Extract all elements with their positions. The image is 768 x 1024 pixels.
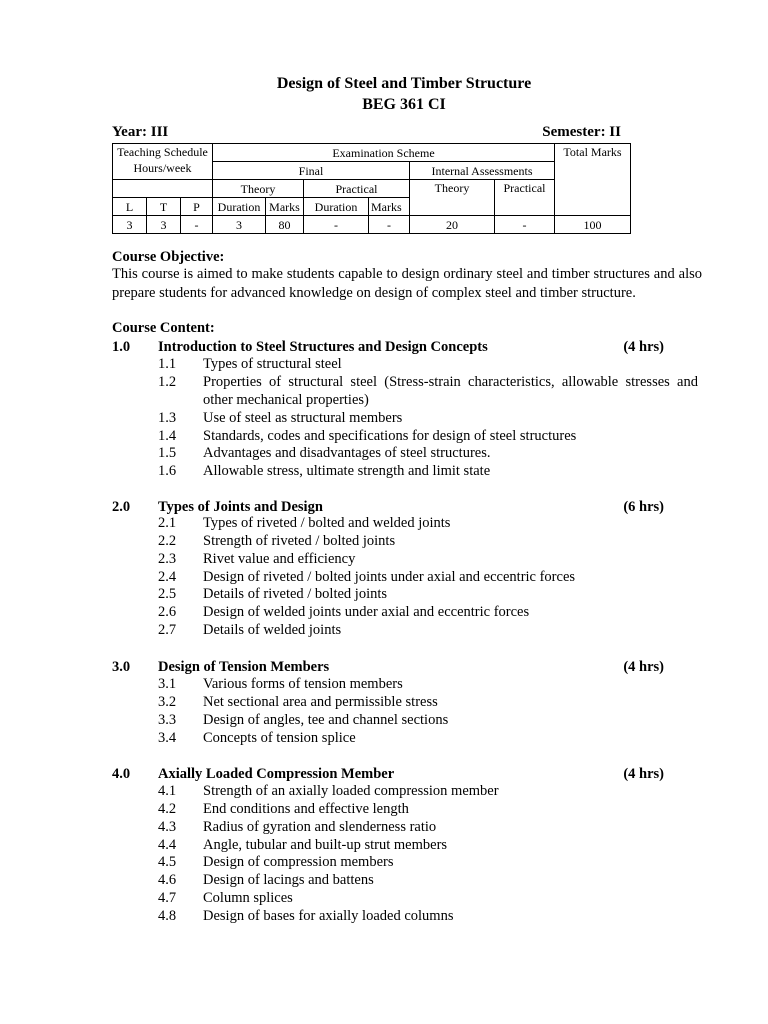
l-header: L [113,198,147,216]
list-item [158,890,698,908]
item-text: Types of structural steel [203,356,342,372]
item-number: 2.5 [158,586,177,602]
practical-marks-header: Marks [369,198,410,216]
section-hours: (6 hrs) [623,499,664,515]
list-item [158,694,698,712]
item-text: Properties of structural steel (Stress-strain characteristics, allowable stresses and other mechanical properties) [203,374,698,408]
objective-heading: Course Objective: [112,249,225,265]
objective-text: This course is aimed to make students capable to design ordinary steel and timber structures and also prepare students for advanced knowledge on design of complex steel and timber structure. [112,266,702,301]
p-header: P [181,198,213,216]
item-number: 1.2 [158,374,177,390]
item-number: 1.4 [158,428,177,444]
section-title: Axially Loaded Compression Member [158,766,395,782]
list-item [158,783,698,801]
exam-scheme-header: Examination Scheme [213,144,555,162]
semester-label: Semester: II [542,124,621,140]
list-item [158,428,698,446]
item-text: Net sectional area and permissible stress [203,694,438,710]
item-text: Strength of an axially loaded compression member [203,783,499,799]
section-hours: (4 hrs) [623,659,664,675]
course-code: BEG 361 CI [362,96,446,113]
t-header: T [147,198,181,216]
item-text: Design of compression members [203,854,394,870]
section-num: 4.0 [112,766,131,782]
item-number: 2.6 [158,604,177,620]
section-title: Design of Tension Members [158,659,330,675]
item-text: Various forms of tension members [203,676,403,692]
item-text: Details of riveted / bolted joints [203,586,388,602]
list-item [158,515,698,533]
year-label: Year: III [112,124,169,140]
item-number: 2.3 [158,551,177,567]
item-number: 4.1 [158,783,177,799]
item-text: Advantages and disadvantages of steel structures. [203,445,491,461]
theory-marks-header: Marks [266,198,304,216]
item-number: 2.7 [158,622,177,638]
section-title: Types of Joints and Design [158,499,323,515]
item-text: Design of bases for axially loaded columns [203,908,454,924]
item-number: 3.3 [158,712,177,728]
theory-duration-header: Duration [213,198,266,216]
item-text: Use of steel as structural members [203,410,403,426]
section-title: Introduction to Steel Structures and Design Concepts [158,339,488,355]
practical-duration-header: Duration [304,198,369,216]
year-semester-line [112,124,635,141]
list-item [158,676,698,694]
item-text: Design of angles, tee and channel sections [203,712,449,728]
item-number: 3.4 [158,730,177,746]
item-text: Types of riveted / bolted and welded joints [203,515,451,531]
course-title: Design of Steel and Timber Structure [276,75,532,92]
section-heading [112,498,664,516]
list-item [158,854,698,872]
item-number: 1.1 [158,356,177,372]
item-number: 4.5 [158,854,177,870]
item-text: Concepts of tension splice [203,730,356,746]
teaching-schedule-cell: Teaching Schedule Hours/week [113,144,213,180]
section-hours: (4 hrs) [623,766,664,782]
item-text: Strength of riveted / bolted joints [203,533,396,549]
schedule-table [112,143,631,234]
item-number: 1.5 [158,445,177,461]
list-item [158,463,698,481]
section-num: 3.0 [112,659,131,675]
internal-assessments-header: Internal Assessments [410,162,555,180]
section-heading [112,765,664,783]
list-item [158,730,698,748]
item-number: 3.2 [158,694,177,710]
list-item [158,872,698,890]
section-num: 2.0 [112,499,131,515]
final-header: Final [213,162,410,180]
item-text: Rivet value and efficiency [203,551,356,567]
table-row: 3 3 - 3 80 - - 20 - 100 [113,216,631,234]
list-item [158,410,698,428]
item-text: Details of welded joints [203,622,342,638]
list-item [158,801,698,819]
list-item [158,445,698,463]
item-text: Design of riveted / bolted joints under axial and eccentric forces [203,569,576,585]
item-text: Design of lacings and battens [203,872,374,888]
section-num: 1.0 [112,339,131,355]
practical-header: Practical [304,180,410,198]
item-text: Design of welded joints under axial and eccentric forces [203,604,530,620]
item-text: Angle, tubular and built-up strut members [203,837,448,853]
ia-theory-header: Theory [410,180,495,216]
theory-header: Theory [213,180,304,198]
section-hours: (4 hrs) [623,339,664,355]
list-item [158,712,698,730]
item-number: 4.6 [158,872,177,888]
item-text: End conditions and effective length [203,801,409,817]
list-item [158,837,698,855]
item-text: Allowable stress, ultimate strength and limit state [203,463,491,479]
total-marks-header: Total Marks [555,144,631,216]
list-item [158,374,698,410]
list-item [158,551,698,569]
item-number: 4.4 [158,837,177,853]
item-number: 4.3 [158,819,177,835]
item-number: 4.2 [158,801,177,817]
item-number: 2.4 [158,569,177,585]
ia-practical-header: Practical [495,180,555,216]
list-item [158,569,698,587]
item-number: 1.3 [158,410,177,426]
list-item [158,622,698,640]
item-number: 1.6 [158,463,177,479]
item-number: 4.8 [158,908,177,924]
section-heading [112,658,664,676]
list-item [158,908,698,926]
item-number: 2.1 [158,515,177,531]
item-number: 3.1 [158,676,177,692]
list-item [158,604,698,622]
item-number: 4.7 [158,890,177,906]
item-text: Standards, codes and specifications for design of steel structures [203,428,577,444]
content-heading: Course Content: [112,320,215,336]
list-item [158,586,698,604]
section-heading [112,338,664,356]
list-item [158,819,698,837]
list-item [158,533,698,551]
item-text: Radius of gyration and slenderness ratio [203,819,437,835]
list-item [158,356,698,374]
item-text: Column splices [203,890,293,906]
item-number: 2.2 [158,533,177,549]
